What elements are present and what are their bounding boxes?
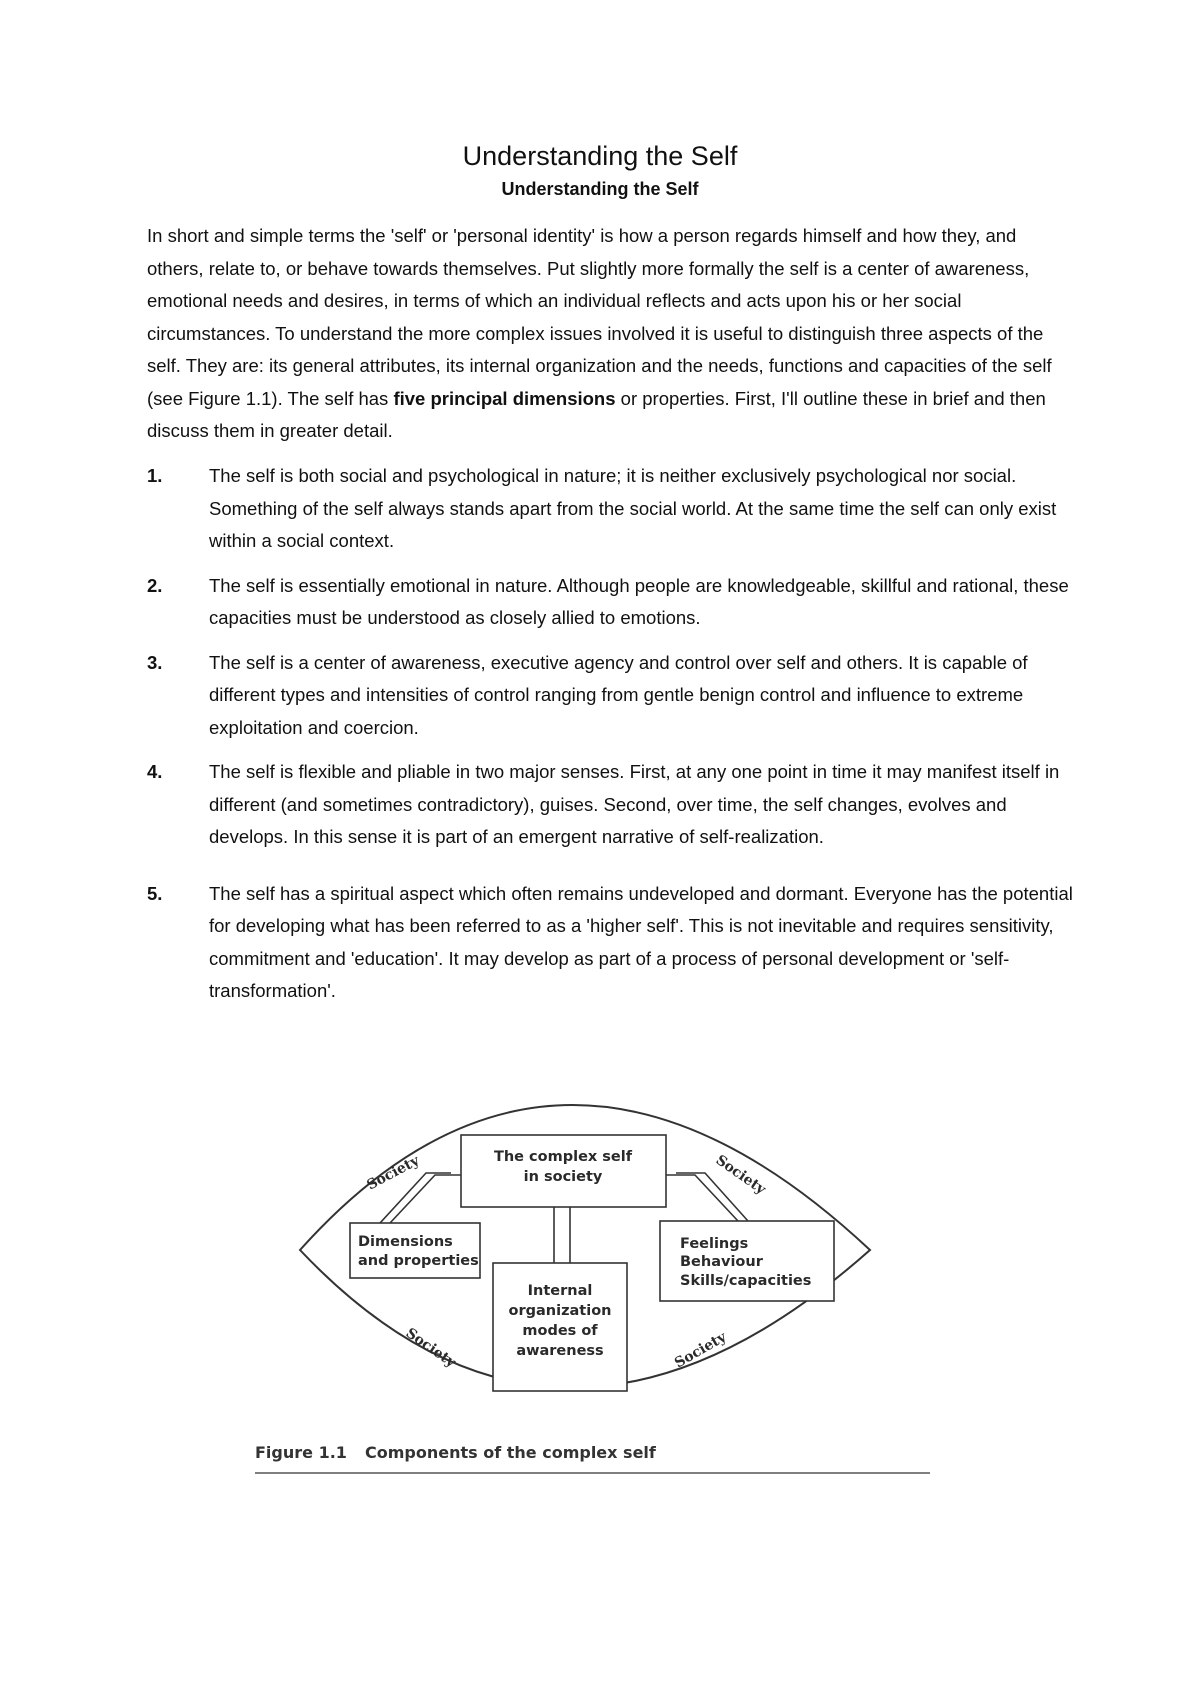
- society-label-top-left: Society: [364, 1152, 423, 1194]
- dimensions-box: [350, 1223, 480, 1278]
- internal-box-line-1: Internal: [527, 1283, 593, 1299]
- society-label-bottom-left: Society: [402, 1325, 459, 1371]
- center-box-line-1: The complex self: [493, 1149, 633, 1165]
- feelings-box-line-1: Feelings: [680, 1236, 749, 1252]
- intro-text-end: or properties. First, I'll outline these in brief and then discuss them in greater detail.: [147, 387, 1046, 441]
- society-label-top-right: Society: [712, 1152, 769, 1198]
- list-item-number: 1.: [147, 465, 163, 486]
- dimensions-box-line-2: and properties: [358, 1253, 479, 1269]
- list-item: [147, 570, 1077, 635]
- page-subtitle: Understanding the Self: [501, 179, 699, 199]
- intro-bold-phrase: five principal dimensions: [393, 387, 616, 409]
- internal-box-line-3: modes of: [522, 1323, 598, 1339]
- internal-box-line-2: organization: [508, 1303, 612, 1319]
- page-title: Understanding the Self: [462, 141, 738, 171]
- list-item: [147, 756, 1077, 854]
- figure-diagram: [255, 1075, 930, 1495]
- list-item-text: The self has a spiritual aspect which often remains undeveloped and dormant. Everyone has the potential for developing what has been referred to as a 'higher self'. This is not inevitable and requires sensitivity, commitment and 'education'. It may develop as part of a process of personal development or 'self-transformation'.: [209, 882, 1073, 1001]
- list-item-text: The self is a center of awareness, executive agency and control over self and others. It is capable of different types and intensities of control ranging from gentle benign control and influence to extreme exploitation and coercion.: [209, 651, 1028, 738]
- connector-left: [390, 1175, 461, 1223]
- list-item: [147, 647, 1077, 745]
- figure-complex-self: [255, 1075, 930, 1495]
- dimensions-list: [147, 460, 1077, 1020]
- center-box-line-2: in society: [523, 1169, 603, 1185]
- list-item-number: 2.: [147, 574, 163, 596]
- dimensions-box-line-1: Dimensions: [358, 1234, 453, 1250]
- list-item: [147, 460, 1077, 558]
- feelings-box-line-2: Behaviour: [680, 1254, 763, 1270]
- intro-text-start: In short and simple terms the 'self' or 'personal identity' is how a person regards himself and how they, and others, relate to, or behave towards themselves. Put slightly more formally the self is a center of awareness, emotional needs and desires, in terms of which an individual reflects and acts upon his or her social circumstances. To understand the more complex issues involved it is useful to distinguish three aspects of the self. They are: its general attributes, its internal organization and the needs, functions and capacities of the self (see Figure 1.1). The self has: [147, 225, 1052, 409]
- intro-paragraph: [147, 220, 1077, 448]
- feelings-box-line-3: Skills/capacities: [680, 1273, 812, 1289]
- list-item-number: 5.: [147, 882, 163, 904]
- figure-caption-number: Figure 1.1: [255, 1443, 347, 1462]
- list-item-text: The self is both social and psychological in nature; it is neither exclusively psychological nor social. Something of the self always stands apart from the social world. At the same time the self can only exist within a social context.: [209, 465, 1057, 551]
- internal-box-line-4: awareness: [516, 1343, 604, 1359]
- list-item: [147, 878, 1077, 1008]
- list-item-number: 4.: [147, 761, 163, 782]
- list-item-text: The self is essentially emotional in nature. Although people are knowledgeable, skillful and rational, these capacities must be understood as closely allied to emotions.: [209, 574, 1069, 628]
- figure-caption-text: Components of the complex self: [365, 1443, 656, 1462]
- list-item-number: 3.: [147, 651, 163, 673]
- society-label-bottom-right: Society: [672, 1329, 730, 1372]
- list-item-text: The self is flexible and pliable in two major senses. First, at any one point in time it may manifest itself in different (and sometimes contradictory), guises. Second, over time, the self changes, evolves and develops. In this sense it is part of an emergent narrative of self-realization.: [209, 761, 1060, 847]
